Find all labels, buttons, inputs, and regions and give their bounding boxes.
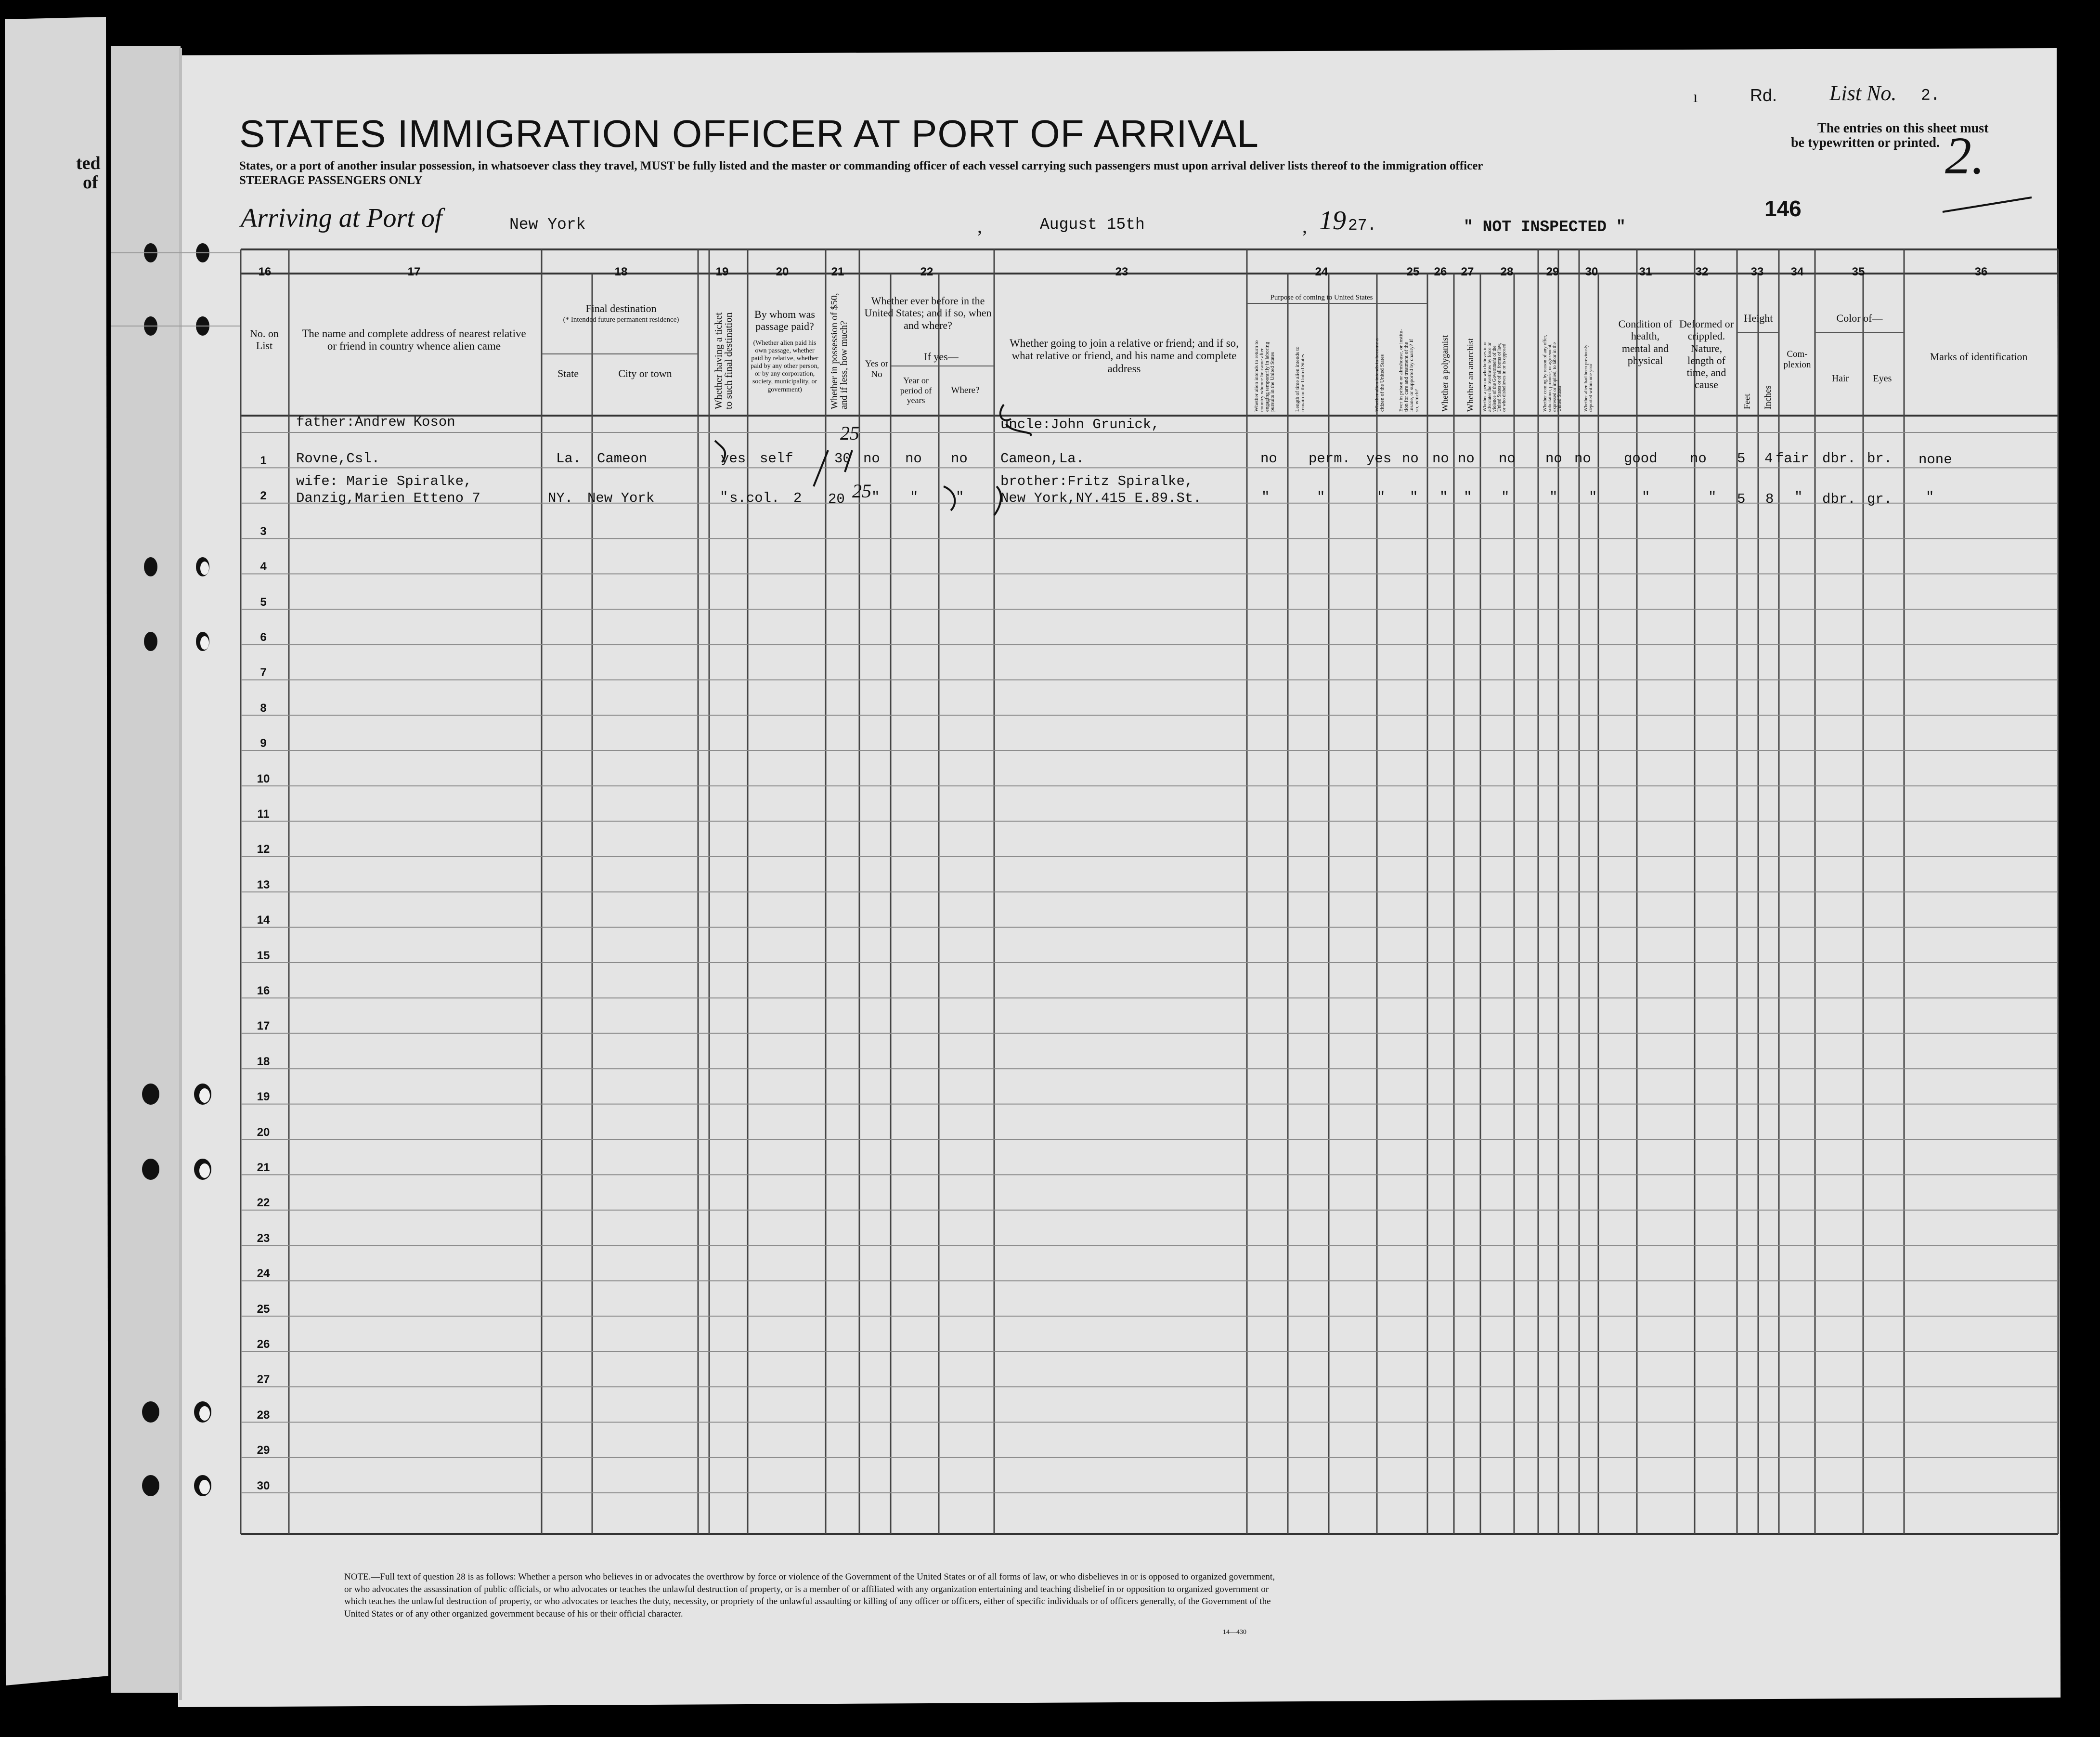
column-number: 32 — [1695, 265, 1709, 278]
hdr-eyes: Eyes — [1873, 373, 1892, 384]
r2-ticket: " — [720, 489, 728, 505]
r1-marks: none — [1919, 452, 1952, 468]
row-number: 15 — [257, 949, 270, 962]
year-prefix: 19 — [1319, 206, 1346, 235]
row-number: 29 — [257, 1444, 270, 1457]
column-number: 29 — [1546, 265, 1559, 278]
binding-strip — [111, 46, 181, 1693]
r1-offer: no — [1545, 451, 1562, 467]
arriving-label: Arriving at Port of — [241, 203, 442, 233]
r1-ever-before: no — [863, 451, 880, 467]
r1-complexion: fair — [1776, 451, 1809, 467]
column-number: 36 — [1974, 265, 1988, 278]
port-comma: , — [977, 215, 982, 237]
hdr-condition: Condition of health, mental and physical — [1618, 318, 1672, 366]
left-page-fragment — [5, 17, 108, 1685]
r2-joining-line1: brother:Fritz Spiralke, — [1000, 473, 1193, 489]
column-number: 16 — [258, 265, 272, 278]
row-number: 17 — [257, 1019, 270, 1033]
r1-deformed: no — [1690, 451, 1707, 467]
row-number: 8 — [260, 701, 267, 715]
r2-paid-by: s.col. — [729, 490, 780, 506]
row-number: 13 — [257, 878, 270, 891]
r2-purpose-a: " — [1261, 489, 1270, 505]
handwritten-page-number: 2. — [1945, 126, 1985, 185]
hdr-if-yes: If yes— — [924, 351, 959, 363]
hdr-state: State — [557, 367, 579, 379]
row-number: 20 — [257, 1125, 270, 1139]
hdr-offer: Whether coming by reason of any offer, solicitation, promise, or agreement, expressed or implied, to labor in the United States — [1543, 335, 1562, 412]
hdr-overthrow: Whether a person who believes in or advocates the overthrow by force or violence of the Government of the United States or of all forms of law, or who disbelieves in or is opposed — [1482, 341, 1507, 412]
hdr-final-destination-note: (* Intended future permanent residence) — [563, 316, 679, 324]
list-label: List No. — [1829, 81, 1897, 105]
column-number: 35 — [1852, 265, 1865, 278]
r2-deformed: " — [1708, 489, 1717, 505]
form-code: 14—430 — [1223, 1629, 1246, 1636]
r2-joining-line2: New York,NY.415 E.89.St. — [1000, 490, 1202, 506]
hdr-nearest-relative: The name and complete address of nearest relative or friend in country whence alien came — [302, 327, 526, 353]
hdr-ever-before: Whether ever before in the United States; and if so, when and where? — [864, 295, 992, 331]
r2-city: New York — [587, 490, 655, 506]
column-number: 24 — [1315, 265, 1328, 278]
r1-state: La. — [556, 451, 582, 467]
footnote-question-28: NOTE.—Full text of question 28 is as follows: Whether a person who believes in or advocates the overthrow by force or violence of the Government of the United States or of all forms of law, or who disbelieves in or is opposed to organized government, or who advocates the assassination of public officials, or who advocates or teaches the unlawful destruction of property, or is a member of or affiliated with any organization entertaining and teaching disbelief in or opposition to organized government or which teaches the unlawful destruction of property, or who advocates or teaches the duty, necessity, or propriety of the unlawful assaulting or killing of any officer or officers, either of specific individuals or of officers generally, of the Government of the United States or of any other organized government because of his or their official character. — [344, 1572, 1275, 1619]
r2-state: NY. — [548, 490, 573, 506]
row-number: 27 — [257, 1373, 270, 1386]
r2-feet: 5 — [1737, 491, 1746, 507]
hdr-polygamist: Whether a polygamist — [1440, 335, 1450, 412]
column-number: 18 — [614, 265, 628, 278]
not-inspected-stamp: " NOT INSPECTED " — [1464, 218, 1626, 236]
r2-overthrow: " — [1501, 489, 1510, 505]
column-number: 25 — [1406, 265, 1420, 278]
r1-year: no — [905, 451, 922, 467]
r1-ticket: yes — [721, 451, 746, 467]
r2-anarchist: " — [1464, 489, 1472, 505]
r1-feet: 5 — [1737, 451, 1746, 467]
r1-eyes: br. — [1867, 451, 1893, 467]
hdr-complexion: Com-plexion — [1783, 349, 1811, 370]
column-number: 34 — [1790, 265, 1804, 278]
r1-joining-line2: Cameon,La. — [1000, 451, 1085, 467]
r2-eyes: gr. — [1867, 491, 1893, 507]
r1-relative-line1: father:Andrew Koson — [296, 414, 455, 430]
sheet-number: 146 — [1764, 196, 1802, 221]
list-number: 2. — [1921, 87, 1940, 104]
r1-prison: no — [1402, 451, 1419, 467]
entries-note-2: be typewritten or printed. — [1791, 135, 1940, 150]
hdr-deformed: Deformed or crippled. Nature, length of time, and cause — [1679, 318, 1734, 391]
hdr-ticket: Whether having a ticket to such final destination — [713, 312, 734, 409]
hdr-money: Whether in possession of $50, and if less, how much? — [829, 293, 849, 409]
r2-money: 20 — [828, 491, 845, 507]
column-number: 23 — [1115, 265, 1128, 278]
hdr-feet: Feet — [1742, 393, 1752, 409]
row-number: 24 — [257, 1267, 270, 1280]
row-number: 12 — [257, 843, 270, 856]
column-number: 19 — [715, 265, 729, 278]
r1-health: good — [1624, 451, 1658, 467]
column-number: 31 — [1639, 265, 1652, 278]
r2-paid-note: 2 — [793, 490, 802, 506]
row-number: 26 — [257, 1338, 270, 1351]
hdr-year-period: Year or period of years — [900, 376, 932, 405]
hdr-purpose-c: Whether alien intends to become a citizen of the United States — [1374, 338, 1385, 412]
r2-prison: " — [1410, 489, 1418, 505]
row-number: 6 — [260, 631, 267, 644]
hdr-joining: Whether going to join a relative or friend; and if so, what relative or friend, and his name and complete address — [1010, 337, 1239, 375]
column-number: 30 — [1585, 265, 1598, 278]
hdr-by-whom: By whom was passage paid? — [754, 308, 815, 333]
r1-paid-by: self — [760, 451, 793, 467]
row-number: 30 — [257, 1479, 270, 1492]
r2-purpose-b: " — [1317, 489, 1325, 505]
r1-purpose-c: yes — [1366, 451, 1392, 467]
r1-deported: no — [1574, 451, 1591, 467]
left-edge-text-2: of — [83, 172, 98, 193]
hdr-height: Height — [1744, 312, 1773, 324]
hdr-where: Where? — [951, 385, 980, 395]
row-number: 3 — [260, 524, 267, 538]
entries-note-1: The entries on this sheet must — [1817, 121, 1989, 136]
r2-complexion: " — [1794, 489, 1803, 505]
row-number: 18 — [257, 1055, 270, 1068]
r2-purpose-c: " — [1377, 489, 1386, 505]
row-number: 25 — [257, 1302, 270, 1316]
hdr-prison: Ever in prison or almshouse, or institu- tion for care and treatment of the insane, or supported by charity? If so, which? — [1398, 328, 1420, 412]
r2-money-note: 25 — [852, 480, 871, 502]
port-value: New York — [509, 216, 586, 234]
r1-inches: 4 — [1764, 451, 1773, 467]
r2-year: " — [910, 489, 919, 505]
row-number: 2 — [260, 489, 267, 503]
row-number: 5 — [260, 595, 267, 609]
hdr-purpose-a: Whether alien intends to return to country whence he came after engaging temporarily in laboring pursuits in the United States — [1254, 340, 1275, 412]
r2-offer: " — [1549, 489, 1558, 505]
column-number: 22 — [920, 265, 933, 278]
r1-money-note: 25 — [840, 422, 859, 444]
hdr-final-destination: Final destination — [585, 302, 657, 314]
r1-money: 30 — [834, 451, 851, 467]
date-comma: , — [1302, 215, 1307, 237]
hdr-color-of: Color of— — [1836, 312, 1883, 324]
paper-sheet — [173, 48, 2061, 1707]
r2-health: " — [1642, 489, 1650, 505]
hdr-anarchist: Whether an anarchist — [1465, 338, 1475, 412]
hdr-yes-no: Yes or No — [865, 359, 889, 379]
r1-purpose-a: no — [1260, 451, 1277, 467]
left-edge-text-1: ted — [76, 153, 101, 173]
hdr-no-on-list: No. on List — [250, 327, 279, 352]
row-number: 21 — [257, 1161, 270, 1174]
row-number: 14 — [257, 914, 270, 927]
tick-mark: ı — [1693, 88, 1698, 106]
r2-relative-line1: wife: Marie Spiralke, — [296, 473, 472, 489]
row-number: 9 — [260, 737, 267, 750]
r1-relative-line2: Rovne,Csl. — [296, 451, 380, 467]
rd-label: Rd. — [1750, 85, 1777, 105]
r2-where: " — [956, 489, 964, 505]
form-title: STATES IMMIGRATION OFFICER AT PORT OF ARRIVAL — [239, 112, 1259, 155]
column-number: 26 — [1434, 265, 1447, 278]
hdr-purpose-b: Length of time alien intends to remain in the United States — [1295, 346, 1306, 412]
row-number: 19 — [257, 1090, 270, 1104]
hdr-deported: Whether alien had been previously deported within one year — [1583, 344, 1594, 412]
r2-inches: 8 — [1765, 491, 1774, 507]
hdr-city: City or town — [618, 367, 672, 379]
form-instruction-1: States, or a port of another insular possession, in whatsoever class they travel, MUST be fully listed and the master or commanding officer of each vessel carrying such passengers must upon arrival deliver lists thereof to the immigration officer — [239, 159, 1483, 172]
r2-polygamist: " — [1439, 489, 1448, 505]
row-number: 22 — [257, 1196, 270, 1210]
row-number: 10 — [257, 772, 270, 785]
r1-anarchist: no — [1458, 451, 1475, 467]
column-number: 21 — [831, 265, 844, 278]
column-number: 20 — [776, 265, 789, 278]
row-number: 16 — [257, 984, 270, 997]
r1-purpose-b: perm. — [1309, 451, 1351, 467]
hdr-inches: Inches — [1763, 385, 1773, 409]
row-number: 23 — [257, 1231, 270, 1245]
row-number: 4 — [260, 560, 267, 574]
hdr-hair: Hair — [1831, 373, 1849, 384]
row-number: 1 — [260, 454, 267, 467]
r2-deported: " — [1589, 489, 1597, 505]
r1-joining-line1: uncle:John Grunick, — [1000, 417, 1160, 432]
hdr-purpose: Purpose of coming to United States — [1270, 294, 1373, 301]
r1-overthrow: no — [1499, 451, 1516, 467]
column-number: 17 — [407, 265, 421, 278]
column-number: 28 — [1500, 265, 1514, 278]
hdr-marks: Marks of identification — [1930, 351, 2028, 363]
r2-marks: " — [1926, 489, 1934, 505]
r1-where: no — [951, 451, 968, 467]
form-instruction-2: STEERAGE PASSENGERS ONLY — [239, 174, 423, 187]
column-number: 27 — [1461, 265, 1474, 278]
row-number: 11 — [257, 808, 270, 821]
r1-city: Cameon — [597, 451, 648, 467]
year-suffix: 27. — [1348, 217, 1377, 235]
r2-ever-before: " — [871, 489, 880, 505]
r1-polygamist: no — [1432, 451, 1449, 467]
r1-hair: dbr. — [1822, 451, 1856, 467]
column-number: 33 — [1750, 265, 1764, 278]
row-number: 28 — [257, 1408, 270, 1422]
r2-relative-line2: Danzig,Marien Etteno 7 — [296, 490, 480, 506]
hdr-by-whom-note: (Whether alien paid his own passage, whether paid by relative, whether paid by any other person, or by any corporation, society, municipality, or government) — [751, 340, 819, 393]
date-value: August 15th — [1040, 216, 1145, 234]
row-number: 7 — [260, 666, 267, 679]
r2-hair: dbr. — [1822, 491, 1856, 507]
